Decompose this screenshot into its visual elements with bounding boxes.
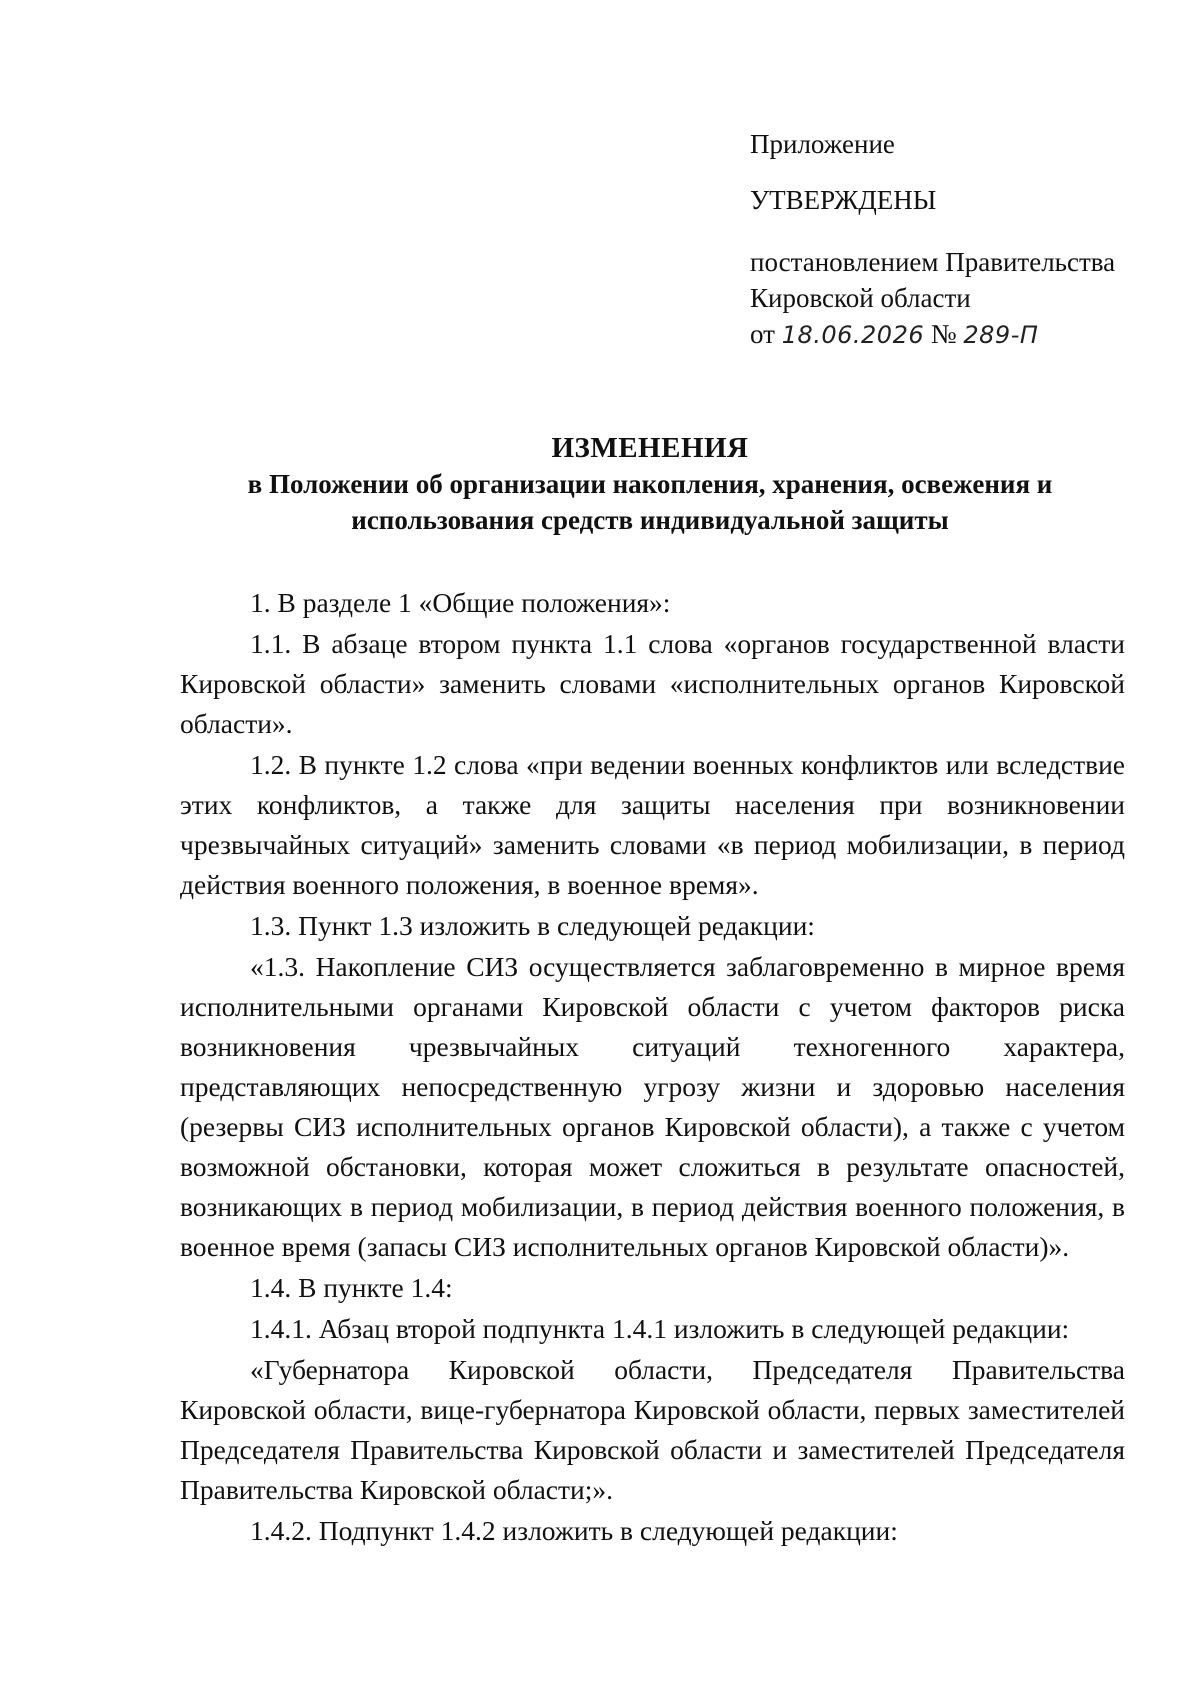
approval-block xyxy=(750,126,1150,353)
resolution-date-line xyxy=(750,316,1150,353)
document-subtitle: в Положении об организации накопления, хранения, освежения и использования средств индивидуальной защиты xyxy=(247,469,1053,535)
paragraph: 1.4.2. Подпункт 1.4.2 изложить в следующей редакции: xyxy=(250,1515,898,1546)
paragraph: 1.3. Пункт 1.3 изложить в следующей редакции: xyxy=(250,910,815,941)
approved-label: УТВЕРЖДЕНЫ xyxy=(750,185,937,215)
number-prefix: № xyxy=(930,319,957,349)
paragraph: 1. В разделе 1 «Общие положения»: xyxy=(250,587,671,618)
document-body xyxy=(180,583,1125,1551)
date-prefix: от xyxy=(750,319,775,349)
document-title: ИЗМЕНЕНИЯ xyxy=(551,432,749,464)
paragraph: 1.1. В абзаце втором пункта 1.1 слова «органов государственной власти Кировской области» заменить словами «исполнительных органов Кировской области». xyxy=(180,628,1125,739)
document-heading xyxy=(160,430,1140,538)
resolution-line-1: постановлением Правительства xyxy=(750,247,1116,277)
paragraph: «Губернатора Кировской области, Председателя Правительства Кировской области, вице-губернатора Кировской области, первых заместителей Председателя Правительства Кировской области и заместителей Председателя Правительства Кировской области;». xyxy=(180,1354,1125,1505)
resolution-line-2: Кировской области xyxy=(750,283,971,313)
paragraph: 1.2. В пункте 1.2 слова «при ведении военных конфликтов или вследствие этих конфликтов, а также для защиты населения при возникновении чрезвычайных ситуаций» заменить словами «в период мобилизации, в период действия военного положения, в военное время». xyxy=(180,749,1125,900)
handwritten-number: 289-П xyxy=(963,321,1039,349)
paragraph: «1.3. Накопление СИЗ осуществляется заблаговременно в мирное время исполнительными органами Кировской области с учетом факторов риска возникновения чрезвычайных ситуаций техногенного характера, представляющих непосредственную угрозу жизни и здоровью населения (резервы СИЗ исполнительных органов Кировской области), а также с учетом возможной обстановки, которая может сложиться в результате опасностей, возникающих в период мобилизации, в период действия военного положения, в военное время (запасы СИЗ исполнительных органов Кировской области)». xyxy=(180,951,1125,1262)
appendix-label: Приложение xyxy=(750,129,895,159)
paragraph: 1.4.1. Абзац второй подпункта 1.4.1 изложить в следующей редакции: xyxy=(250,1313,1070,1344)
paragraph: 1.4. В пункте 1.4: xyxy=(250,1272,453,1303)
handwritten-date: 18.06.2026 xyxy=(781,321,925,349)
